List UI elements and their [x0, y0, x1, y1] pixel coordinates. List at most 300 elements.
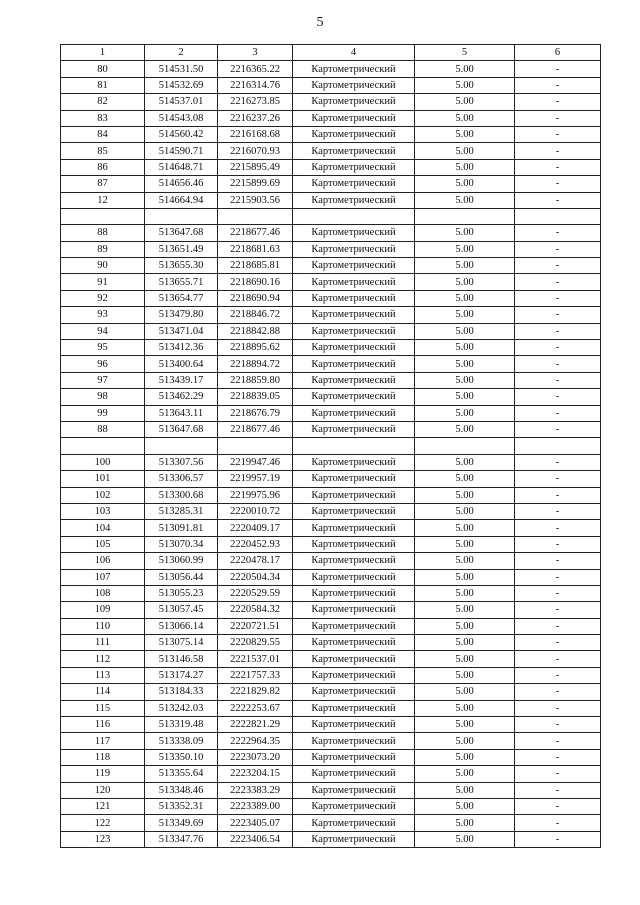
- point-number-cell: 117: [61, 733, 145, 749]
- table-row: [61, 241, 601, 257]
- note-cell: -: [515, 733, 601, 749]
- point-number-cell: 89: [61, 241, 145, 257]
- y-coordinate-cell: 2223073.20: [218, 749, 293, 765]
- y-coordinate-cell: 2216237.26: [218, 110, 293, 126]
- table-row: [61, 667, 601, 683]
- table-separator-row: [61, 208, 601, 224]
- accuracy-cell: 5.00: [415, 290, 515, 306]
- x-coordinate-cell: 513412.36: [145, 340, 218, 356]
- y-coordinate-cell: 2218677.46: [218, 225, 293, 241]
- accuracy-cell: 5.00: [415, 717, 515, 733]
- empty-cell: [515, 208, 601, 224]
- x-coordinate-cell: 514537.01: [145, 94, 218, 110]
- table-row: [61, 290, 601, 306]
- method-cell: Картометрический: [293, 258, 415, 274]
- accuracy-cell: 5.00: [415, 602, 515, 618]
- accuracy-cell: 5.00: [415, 405, 515, 421]
- x-coordinate-cell: 514531.50: [145, 61, 218, 77]
- x-coordinate-cell: 513070.34: [145, 536, 218, 552]
- y-coordinate-cell: 2223204.15: [218, 766, 293, 782]
- method-cell: Картометрический: [293, 782, 415, 798]
- x-coordinate-cell: 513075.14: [145, 635, 218, 651]
- header-cell-2: 2: [145, 45, 218, 61]
- point-number-cell: 86: [61, 159, 145, 175]
- y-coordinate-cell: 2219947.46: [218, 454, 293, 470]
- x-coordinate-cell: 513349.69: [145, 815, 218, 831]
- accuracy-cell: 5.00: [415, 77, 515, 93]
- method-cell: Картометрический: [293, 307, 415, 323]
- header-cell-1: 1: [61, 45, 145, 61]
- accuracy-cell: 5.00: [415, 585, 515, 601]
- note-cell: -: [515, 503, 601, 519]
- accuracy-cell: 5.00: [415, 307, 515, 323]
- point-number-cell: 108: [61, 585, 145, 601]
- x-coordinate-cell: 513647.68: [145, 421, 218, 437]
- accuracy-cell: 5.00: [415, 241, 515, 257]
- note-cell: -: [515, 471, 601, 487]
- accuracy-cell: 5.00: [415, 323, 515, 339]
- header-cell-6: 6: [515, 45, 601, 61]
- y-coordinate-cell: 2223406.54: [218, 831, 293, 847]
- method-cell: Картометрический: [293, 749, 415, 765]
- point-number-cell: 88: [61, 225, 145, 241]
- empty-cell: [218, 208, 293, 224]
- method-cell: Картометрический: [293, 159, 415, 175]
- accuracy-cell: 5.00: [415, 503, 515, 519]
- accuracy-cell: 5.00: [415, 471, 515, 487]
- table-row: [61, 651, 601, 667]
- method-cell: Картометрический: [293, 798, 415, 814]
- table-row: [61, 733, 601, 749]
- table-row: [61, 536, 601, 552]
- accuracy-cell: 5.00: [415, 766, 515, 782]
- point-number-cell: 91: [61, 274, 145, 290]
- x-coordinate-cell: 513184.33: [145, 684, 218, 700]
- method-cell: Картометрический: [293, 651, 415, 667]
- x-coordinate-cell: 514543.08: [145, 110, 218, 126]
- method-cell: Картометрический: [293, 356, 415, 372]
- accuracy-cell: 5.00: [415, 421, 515, 437]
- point-number-cell: 119: [61, 766, 145, 782]
- note-cell: -: [515, 520, 601, 536]
- method-cell: Картометрический: [293, 618, 415, 634]
- note-cell: -: [515, 421, 601, 437]
- accuracy-cell: 5.00: [415, 356, 515, 372]
- table-row: [61, 405, 601, 421]
- method-cell: Картометрический: [293, 684, 415, 700]
- y-coordinate-cell: 2220452.93: [218, 536, 293, 552]
- note-cell: -: [515, 159, 601, 175]
- empty-cell: [415, 438, 515, 454]
- empty-cell: [218, 438, 293, 454]
- accuracy-cell: 5.00: [415, 372, 515, 388]
- accuracy-cell: 5.00: [415, 831, 515, 847]
- note-cell: -: [515, 323, 601, 339]
- method-cell: Картометрический: [293, 471, 415, 487]
- y-coordinate-cell: 2218690.94: [218, 290, 293, 306]
- point-number-cell: 111: [61, 635, 145, 651]
- table-row: [61, 831, 601, 847]
- x-coordinate-cell: 514656.46: [145, 176, 218, 192]
- table-row: [61, 635, 601, 651]
- x-coordinate-cell: 513348.46: [145, 782, 218, 798]
- method-cell: Картометрический: [293, 143, 415, 159]
- y-coordinate-cell: 2220529.59: [218, 585, 293, 601]
- accuracy-cell: 5.00: [415, 635, 515, 651]
- table-row: [61, 421, 601, 437]
- y-coordinate-cell: 2220584.32: [218, 602, 293, 618]
- method-cell: Картометрический: [293, 126, 415, 142]
- x-coordinate-cell: 513338.09: [145, 733, 218, 749]
- accuracy-cell: 5.00: [415, 684, 515, 700]
- point-number-cell: 98: [61, 389, 145, 405]
- table-row: [61, 553, 601, 569]
- x-coordinate-cell: 513439.17: [145, 372, 218, 388]
- method-cell: Картометрический: [293, 192, 415, 208]
- table-row: [61, 274, 601, 290]
- method-cell: Картометрический: [293, 323, 415, 339]
- method-cell: Картометрический: [293, 553, 415, 569]
- x-coordinate-cell: 513066.14: [145, 618, 218, 634]
- note-cell: -: [515, 110, 601, 126]
- empty-cell: [415, 208, 515, 224]
- point-number-cell: 80: [61, 61, 145, 77]
- table-separator-row: [61, 438, 601, 454]
- accuracy-cell: 5.00: [415, 749, 515, 765]
- x-coordinate-cell: 514664.94: [145, 192, 218, 208]
- x-coordinate-cell: 513655.71: [145, 274, 218, 290]
- table-row: [61, 356, 601, 372]
- accuracy-cell: 5.00: [415, 815, 515, 831]
- method-cell: Картометрический: [293, 372, 415, 388]
- table-row: [61, 749, 601, 765]
- point-number-cell: 102: [61, 487, 145, 503]
- accuracy-cell: 5.00: [415, 487, 515, 503]
- x-coordinate-cell: 514590.71: [145, 143, 218, 159]
- empty-cell: [515, 438, 601, 454]
- accuracy-cell: 5.00: [415, 520, 515, 536]
- note-cell: -: [515, 585, 601, 601]
- page-number: 5: [316, 15, 324, 30]
- x-coordinate-cell: 513462.29: [145, 389, 218, 405]
- point-number-cell: 94: [61, 323, 145, 339]
- table-row: [61, 503, 601, 519]
- table-row: [61, 176, 601, 192]
- accuracy-cell: 5.00: [415, 553, 515, 569]
- note-cell: -: [515, 651, 601, 667]
- y-coordinate-cell: 2222253.67: [218, 700, 293, 716]
- point-number-cell: 90: [61, 258, 145, 274]
- y-coordinate-cell: 2215903.56: [218, 192, 293, 208]
- point-number-cell: 112: [61, 651, 145, 667]
- note-cell: -: [515, 225, 601, 241]
- point-number-cell: 103: [61, 503, 145, 519]
- note-cell: -: [515, 77, 601, 93]
- point-number-cell: 106: [61, 553, 145, 569]
- x-coordinate-cell: 513285.31: [145, 503, 218, 519]
- y-coordinate-cell: 2218676.79: [218, 405, 293, 421]
- note-cell: -: [515, 61, 601, 77]
- accuracy-cell: 5.00: [415, 258, 515, 274]
- y-coordinate-cell: 2216314.76: [218, 77, 293, 93]
- accuracy-cell: 5.00: [415, 651, 515, 667]
- y-coordinate-cell: 2218894.72: [218, 356, 293, 372]
- note-cell: -: [515, 487, 601, 503]
- note-cell: -: [515, 340, 601, 356]
- method-cell: Картометрический: [293, 520, 415, 536]
- note-cell: -: [515, 684, 601, 700]
- point-number-cell: 104: [61, 520, 145, 536]
- x-coordinate-cell: 514560.42: [145, 126, 218, 142]
- method-cell: Картометрический: [293, 667, 415, 683]
- y-coordinate-cell: 2220478.17: [218, 553, 293, 569]
- table-row: [61, 684, 601, 700]
- point-number-cell: 88: [61, 421, 145, 437]
- method-cell: Картометрический: [293, 405, 415, 421]
- x-coordinate-cell: 513655.30: [145, 258, 218, 274]
- point-number-cell: 116: [61, 717, 145, 733]
- note-cell: -: [515, 798, 601, 814]
- x-coordinate-cell: 513319.48: [145, 717, 218, 733]
- note-cell: -: [515, 290, 601, 306]
- point-number-cell: 85: [61, 143, 145, 159]
- note-cell: -: [515, 143, 601, 159]
- y-coordinate-cell: 2218685.81: [218, 258, 293, 274]
- y-coordinate-cell: 2219975.96: [218, 487, 293, 503]
- method-cell: Картометрический: [293, 77, 415, 93]
- point-number-cell: 12: [61, 192, 145, 208]
- accuracy-cell: 5.00: [415, 176, 515, 192]
- point-number-cell: 115: [61, 700, 145, 716]
- x-coordinate-cell: 513347.76: [145, 831, 218, 847]
- y-coordinate-cell: 2220409.17: [218, 520, 293, 536]
- note-cell: -: [515, 94, 601, 110]
- method-cell: Картометрический: [293, 503, 415, 519]
- table-row: [61, 815, 601, 831]
- point-number-cell: 107: [61, 569, 145, 585]
- point-number-cell: 97: [61, 372, 145, 388]
- table-row: [61, 520, 601, 536]
- x-coordinate-cell: 513091.81: [145, 520, 218, 536]
- point-number-cell: 99: [61, 405, 145, 421]
- y-coordinate-cell: 2218895.62: [218, 340, 293, 356]
- note-cell: -: [515, 192, 601, 208]
- accuracy-cell: 5.00: [415, 110, 515, 126]
- coordinates-table: [60, 44, 601, 848]
- x-coordinate-cell: 513400.64: [145, 356, 218, 372]
- table-row: [61, 700, 601, 716]
- table-row: [61, 61, 601, 77]
- y-coordinate-cell: 2220010.72: [218, 503, 293, 519]
- method-cell: Картометрический: [293, 454, 415, 470]
- table-row: [61, 618, 601, 634]
- method-cell: Картометрический: [293, 831, 415, 847]
- point-number-cell: 122: [61, 815, 145, 831]
- x-coordinate-cell: 513355.64: [145, 766, 218, 782]
- table-row: [61, 77, 601, 93]
- x-coordinate-cell: 513479.80: [145, 307, 218, 323]
- point-number-cell: 113: [61, 667, 145, 683]
- accuracy-cell: 5.00: [415, 733, 515, 749]
- point-number-cell: 101: [61, 471, 145, 487]
- y-coordinate-cell: 2218677.46: [218, 421, 293, 437]
- empty-cell: [293, 208, 415, 224]
- note-cell: -: [515, 618, 601, 634]
- y-coordinate-cell: 2223383.29: [218, 782, 293, 798]
- point-number-cell: 82: [61, 94, 145, 110]
- table-row: [61, 192, 601, 208]
- x-coordinate-cell: 513174.27: [145, 667, 218, 683]
- empty-cell: [293, 438, 415, 454]
- y-coordinate-cell: 2216365.22: [218, 61, 293, 77]
- header-cell-3: 3: [218, 45, 293, 61]
- table-row: [61, 471, 601, 487]
- x-coordinate-cell: 513654.77: [145, 290, 218, 306]
- method-cell: Картометрический: [293, 389, 415, 405]
- note-cell: -: [515, 749, 601, 765]
- x-coordinate-cell: 513651.49: [145, 241, 218, 257]
- table-row: [61, 487, 601, 503]
- y-coordinate-cell: 2216273.85: [218, 94, 293, 110]
- x-coordinate-cell: 513306.57: [145, 471, 218, 487]
- y-coordinate-cell: 2218839.05: [218, 389, 293, 405]
- method-cell: Картометрический: [293, 225, 415, 241]
- y-coordinate-cell: 2220829.55: [218, 635, 293, 651]
- x-coordinate-cell: 513643.11: [145, 405, 218, 421]
- y-coordinate-cell: 2220504.34: [218, 569, 293, 585]
- method-cell: Картометрический: [293, 61, 415, 77]
- table-row: [61, 159, 601, 175]
- accuracy-cell: 5.00: [415, 798, 515, 814]
- point-number-cell: 84: [61, 126, 145, 142]
- x-coordinate-cell: 513055.23: [145, 585, 218, 601]
- accuracy-cell: 5.00: [415, 569, 515, 585]
- table-row: [61, 798, 601, 814]
- table-row: [61, 782, 601, 798]
- accuracy-cell: 5.00: [415, 61, 515, 77]
- point-number-cell: 114: [61, 684, 145, 700]
- accuracy-cell: 5.00: [415, 454, 515, 470]
- y-coordinate-cell: 2216070.93: [218, 143, 293, 159]
- table-row: [61, 717, 601, 733]
- note-cell: -: [515, 700, 601, 716]
- y-coordinate-cell: 2221757.33: [218, 667, 293, 683]
- note-cell: -: [515, 717, 601, 733]
- y-coordinate-cell: 2219957.19: [218, 471, 293, 487]
- x-coordinate-cell: 514532.69: [145, 77, 218, 93]
- y-coordinate-cell: 2218681.63: [218, 241, 293, 257]
- x-coordinate-cell: 513057.45: [145, 602, 218, 618]
- accuracy-cell: 5.00: [415, 143, 515, 159]
- y-coordinate-cell: 2223405.07: [218, 815, 293, 831]
- y-coordinate-cell: 2220721.51: [218, 618, 293, 634]
- point-number-cell: 87: [61, 176, 145, 192]
- point-number-cell: 118: [61, 749, 145, 765]
- table-row: [61, 307, 601, 323]
- accuracy-cell: 5.00: [415, 126, 515, 142]
- header-cell-5: 5: [415, 45, 515, 61]
- note-cell: -: [515, 635, 601, 651]
- y-coordinate-cell: 2215899.69: [218, 176, 293, 192]
- accuracy-cell: 5.00: [415, 618, 515, 634]
- note-cell: -: [515, 356, 601, 372]
- point-number-cell: 96: [61, 356, 145, 372]
- method-cell: Картометрический: [293, 487, 415, 503]
- table-row: [61, 94, 601, 110]
- point-number-cell: 93: [61, 307, 145, 323]
- method-cell: Картометрический: [293, 569, 415, 585]
- note-cell: -: [515, 258, 601, 274]
- note-cell: -: [515, 766, 601, 782]
- x-coordinate-cell: 513647.68: [145, 225, 218, 241]
- point-number-cell: 123: [61, 831, 145, 847]
- point-number-cell: 109: [61, 602, 145, 618]
- point-number-cell: 92: [61, 290, 145, 306]
- y-coordinate-cell: 2218846.72: [218, 307, 293, 323]
- method-cell: Картометрический: [293, 717, 415, 733]
- method-cell: Картометрический: [293, 536, 415, 552]
- method-cell: Картометрический: [293, 421, 415, 437]
- y-coordinate-cell: 2222821.29: [218, 717, 293, 733]
- note-cell: -: [515, 782, 601, 798]
- y-coordinate-cell: 2221829.82: [218, 684, 293, 700]
- y-coordinate-cell: 2221537.01: [218, 651, 293, 667]
- table-row: [61, 225, 601, 241]
- table-row: [61, 340, 601, 356]
- table-row: [61, 602, 601, 618]
- x-coordinate-cell: 513146.58: [145, 651, 218, 667]
- note-cell: -: [515, 569, 601, 585]
- accuracy-cell: 5.00: [415, 159, 515, 175]
- empty-cell: [145, 208, 218, 224]
- table-body: [61, 61, 601, 848]
- method-cell: Картометрический: [293, 766, 415, 782]
- note-cell: -: [515, 553, 601, 569]
- table-row: [61, 766, 601, 782]
- point-number-cell: 83: [61, 110, 145, 126]
- table-row: [61, 454, 601, 470]
- table-row: [61, 110, 601, 126]
- header-cell-4: 4: [293, 45, 415, 61]
- x-coordinate-cell: 513352.31: [145, 798, 218, 814]
- accuracy-cell: 5.00: [415, 389, 515, 405]
- table-header: [61, 45, 601, 61]
- method-cell: Картометрический: [293, 340, 415, 356]
- x-coordinate-cell: 513056.44: [145, 569, 218, 585]
- accuracy-cell: 5.00: [415, 667, 515, 683]
- x-coordinate-cell: 513471.04: [145, 323, 218, 339]
- method-cell: Картометрический: [293, 635, 415, 651]
- y-coordinate-cell: 2218859.80: [218, 372, 293, 388]
- note-cell: -: [515, 126, 601, 142]
- note-cell: -: [515, 389, 601, 405]
- table-row: [61, 372, 601, 388]
- note-cell: -: [515, 241, 601, 257]
- table-row: [61, 126, 601, 142]
- x-coordinate-cell: 513300.68: [145, 487, 218, 503]
- point-number-cell: 121: [61, 798, 145, 814]
- accuracy-cell: 5.00: [415, 700, 515, 716]
- method-cell: Картометрический: [293, 290, 415, 306]
- y-coordinate-cell: 2223389.00: [218, 798, 293, 814]
- x-coordinate-cell: 514648.71: [145, 159, 218, 175]
- note-cell: -: [515, 405, 601, 421]
- y-coordinate-cell: 2215895.49: [218, 159, 293, 175]
- accuracy-cell: 5.00: [415, 782, 515, 798]
- y-coordinate-cell: 2218842.88: [218, 323, 293, 339]
- note-cell: -: [515, 307, 601, 323]
- empty-cell: [61, 208, 145, 224]
